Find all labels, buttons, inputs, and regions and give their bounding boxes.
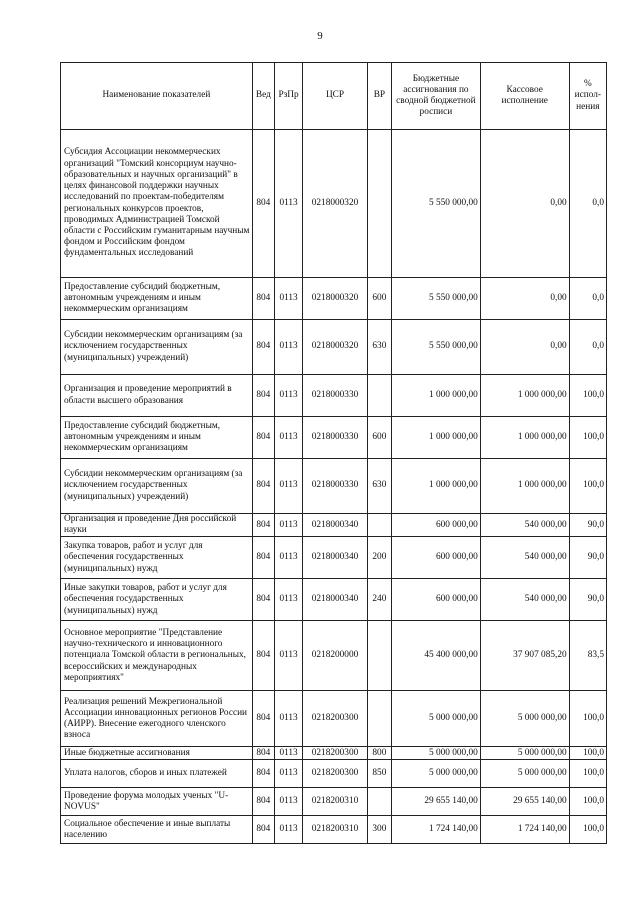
cell-vr: 200 <box>367 537 391 579</box>
cell-rzpr: 0113 <box>274 130 302 278</box>
header-row <box>61 63 607 130</box>
cell-vr <box>367 788 391 816</box>
cell-cash: 29 655 140,00 <box>480 788 569 816</box>
cell-name: Предоставление субсидий бюджетным, автономным учреждениям и иным некоммерческим организациям <box>61 417 253 459</box>
cell-percent: 90,0 <box>569 579 606 621</box>
cell-name: Иные закупки товаров, работ и услуг для обеспечения государственных (муниципальных) нужд <box>61 579 253 621</box>
header-csr: ЦСР <box>303 63 368 130</box>
header-percent: % испол-нения <box>569 63 606 130</box>
table-row <box>61 278 607 320</box>
cell-cash: 0,00 <box>480 278 569 320</box>
cell-vr <box>367 375 391 417</box>
cell-ved: 804 <box>252 537 274 579</box>
cell-percent: 0,0 <box>569 130 606 278</box>
cell-budget: 600 000,00 <box>392 514 481 537</box>
header-vr: ВР <box>367 63 391 130</box>
cell-name: Проведение форума молодых ученых "U-NOVUS" <box>61 788 253 816</box>
cell-vr: 600 <box>367 417 391 459</box>
cell-rzpr: 0113 <box>274 514 302 537</box>
cell-vr <box>367 621 391 691</box>
header-budget: Бюджетные ассигнования по сводной бюджетной росписи <box>392 63 481 130</box>
cell-name: Организация и проведение мероприятий в области высшего образования <box>61 375 253 417</box>
cell-budget: 1 000 000,00 <box>392 375 481 417</box>
cell-csr: 0218000330 <box>303 375 368 417</box>
table-body <box>61 130 607 844</box>
table-row <box>61 691 607 747</box>
budget-table <box>60 62 607 844</box>
cell-ved: 804 <box>252 278 274 320</box>
cell-percent: 100,0 <box>569 788 606 816</box>
cell-vr <box>367 130 391 278</box>
cell-budget: 45 400 000,00 <box>392 621 481 691</box>
table-row <box>61 459 607 514</box>
cell-percent: 100,0 <box>569 417 606 459</box>
cell-name: Субсидии некоммерческим организациям (за исключением государственных (муниципальных) учреждений) <box>61 459 253 514</box>
cell-ved: 804 <box>252 747 274 760</box>
cell-percent: 100,0 <box>569 816 606 844</box>
cell-cash: 0,00 <box>480 130 569 278</box>
cell-cash: 5 000 000,00 <box>480 691 569 747</box>
cell-budget: 5 000 000,00 <box>392 760 481 788</box>
cell-cash: 1 724 140,00 <box>480 816 569 844</box>
cell-budget: 1 000 000,00 <box>392 417 481 459</box>
cell-cash: 1 000 000,00 <box>480 417 569 459</box>
cell-percent: 100,0 <box>569 747 606 760</box>
header-cash: Кассовое исполнение <box>480 63 569 130</box>
table-row <box>61 816 607 844</box>
cell-csr: 0218000330 <box>303 417 368 459</box>
cell-percent: 90,0 <box>569 537 606 579</box>
cell-ved: 804 <box>252 788 274 816</box>
cell-vr <box>367 691 391 747</box>
header-rzpr: РзПр <box>274 63 302 130</box>
cell-csr: 0218200000 <box>303 621 368 691</box>
cell-name: Предоставление субсидий бюджетным, автономным учреждениям и иным некоммерческим организациям <box>61 278 253 320</box>
cell-budget: 5 550 000,00 <box>392 278 481 320</box>
cell-vr: 630 <box>367 320 391 375</box>
cell-budget: 5 000 000,00 <box>392 691 481 747</box>
table-row <box>61 417 607 459</box>
cell-percent: 0,0 <box>569 278 606 320</box>
table-row <box>61 621 607 691</box>
cell-rzpr: 0113 <box>274 760 302 788</box>
cell-percent: 100,0 <box>569 375 606 417</box>
cell-cash: 540 000,00 <box>480 514 569 537</box>
table-row <box>61 130 607 278</box>
cell-csr: 0218000320 <box>303 278 368 320</box>
page-number: 9 <box>317 30 323 42</box>
cell-budget: 5 550 000,00 <box>392 130 481 278</box>
cell-vr: 850 <box>367 760 391 788</box>
cell-vr: 600 <box>367 278 391 320</box>
cell-rzpr: 0113 <box>274 537 302 579</box>
cell-budget: 600 000,00 <box>392 579 481 621</box>
cell-rzpr: 0113 <box>274 691 302 747</box>
cell-ved: 804 <box>252 417 274 459</box>
cell-rzpr: 0113 <box>274 816 302 844</box>
cell-budget: 600 000,00 <box>392 537 481 579</box>
cell-csr: 0218000340 <box>303 514 368 537</box>
header-ved: Вед <box>252 63 274 130</box>
cell-ved: 804 <box>252 130 274 278</box>
cell-csr: 0218000340 <box>303 537 368 579</box>
cell-rzpr: 0113 <box>274 375 302 417</box>
cell-cash: 540 000,00 <box>480 537 569 579</box>
cell-ved: 804 <box>252 514 274 537</box>
cell-rzpr: 0113 <box>274 788 302 816</box>
table-row <box>61 579 607 621</box>
cell-percent: 0,0 <box>569 320 606 375</box>
table-row <box>61 788 607 816</box>
cell-vr: 630 <box>367 459 391 514</box>
table-row <box>61 747 607 760</box>
cell-cash: 5 000 000,00 <box>480 760 569 788</box>
cell-cash: 5 000 000,00 <box>480 747 569 760</box>
cell-budget: 29 655 140,00 <box>392 788 481 816</box>
table-row <box>61 514 607 537</box>
cell-name: Реализация решений Межрегиональной Ассоциации инновационных регионов России (АИРР). Внесение ежегодного членского взноса <box>61 691 253 747</box>
cell-csr: 0218200300 <box>303 691 368 747</box>
cell-name: Субсидии некоммерческим организациям (за исключением государственных (муниципальных) учреждений) <box>61 320 253 375</box>
cell-rzpr: 0113 <box>274 320 302 375</box>
cell-name: Уплата налогов, сборов и иных платежей <box>61 760 253 788</box>
cell-budget: 5 550 000,00 <box>392 320 481 375</box>
cell-csr: 0218000340 <box>303 579 368 621</box>
table-row <box>61 760 607 788</box>
cell-csr: 0218000320 <box>303 130 368 278</box>
cell-name: Социальное обеспечение и иные выплаты населению <box>61 816 253 844</box>
cell-name: Организация и проведение Дня российской науки <box>61 514 253 537</box>
cell-ved: 804 <box>252 760 274 788</box>
cell-rzpr: 0113 <box>274 417 302 459</box>
table-row <box>61 537 607 579</box>
cell-ved: 804 <box>252 459 274 514</box>
cell-ved: 804 <box>252 816 274 844</box>
table-row <box>61 375 607 417</box>
cell-name: Иные бюджетные ассигнования <box>61 747 253 760</box>
cell-rzpr: 0113 <box>274 579 302 621</box>
cell-name: Субсидия Ассоциации некоммерческих организаций "Томский консорциум научно-образовательных и научных организаций" в целях финансовой поддержки научных исследований по проектам-победителям региональных конкурсов проектов, проводимых Администрацией Томской области с Российским гуманитарным научным фондом и Российским фондом фундаментальных исследований <box>61 130 253 278</box>
cell-rzpr: 0113 <box>274 459 302 514</box>
cell-csr: 0218200300 <box>303 747 368 760</box>
cell-ved: 804 <box>252 691 274 747</box>
cell-vr <box>367 514 391 537</box>
cell-percent: 90,0 <box>569 514 606 537</box>
cell-percent: 83,5 <box>569 621 606 691</box>
cell-budget: 5 000 000,00 <box>392 747 481 760</box>
cell-percent: 100,0 <box>569 760 606 788</box>
cell-cash: 0,00 <box>480 320 569 375</box>
header-name: Наименование показателей <box>61 63 253 130</box>
cell-csr: 0218200310 <box>303 816 368 844</box>
cell-ved: 804 <box>252 375 274 417</box>
cell-rzpr: 0113 <box>274 621 302 691</box>
cell-rzpr: 0113 <box>274 747 302 760</box>
cell-csr: 0218000330 <box>303 459 368 514</box>
cell-percent: 100,0 <box>569 459 606 514</box>
cell-vr: 800 <box>367 747 391 760</box>
cell-ved: 804 <box>252 320 274 375</box>
cell-vr: 300 <box>367 816 391 844</box>
cell-budget: 1 000 000,00 <box>392 459 481 514</box>
cell-cash: 1 000 000,00 <box>480 459 569 514</box>
cell-csr: 0218200300 <box>303 760 368 788</box>
table-row <box>61 320 607 375</box>
cell-csr: 0218200310 <box>303 788 368 816</box>
cell-name: Основное мероприятие "Представление научно-технического и инновационного потенциала Томской области в региональных, всероссийских и международных мероприятиях" <box>61 621 253 691</box>
cell-ved: 804 <box>252 621 274 691</box>
cell-cash: 37 907 085,20 <box>480 621 569 691</box>
cell-vr: 240 <box>367 579 391 621</box>
cell-cash: 540 000,00 <box>480 579 569 621</box>
cell-percent: 100,0 <box>569 691 606 747</box>
cell-csr: 0218000320 <box>303 320 368 375</box>
cell-ved: 804 <box>252 579 274 621</box>
cell-name: Закупка товаров, работ и услуг для обеспечения государственных (муниципальных) нужд <box>61 537 253 579</box>
cell-budget: 1 724 140,00 <box>392 816 481 844</box>
cell-rzpr: 0113 <box>274 278 302 320</box>
cell-cash: 1 000 000,00 <box>480 375 569 417</box>
